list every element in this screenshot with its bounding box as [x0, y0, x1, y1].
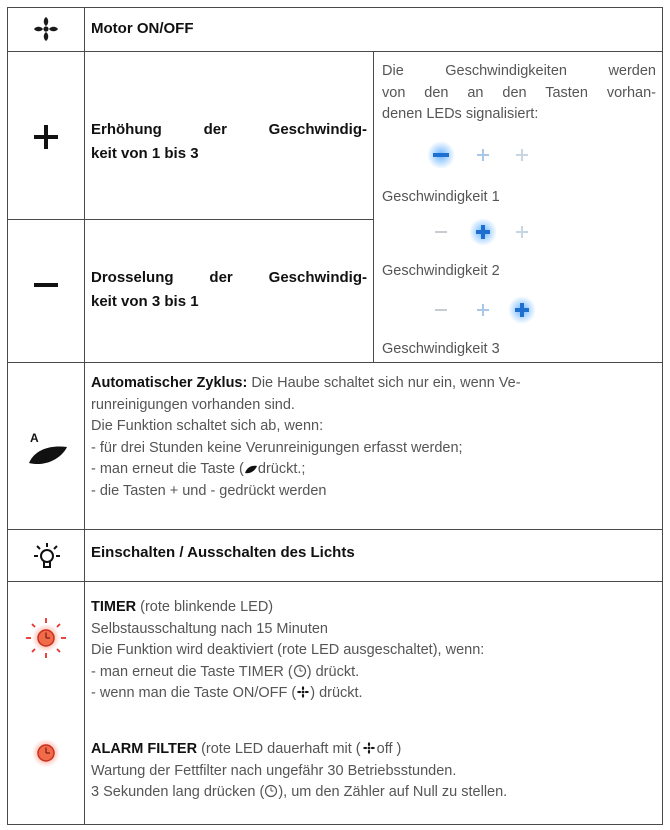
minus-icon — [33, 275, 59, 281]
light-label: Einschalten / Ausschalten des Lichts — [91, 544, 355, 561]
column-divider — [84, 7, 85, 825]
leaf-inline-icon — [244, 462, 258, 474]
fan-icon — [32, 15, 60, 43]
speed-intro: Die Geschwindigkeiten werden von den an den Tasten vorhan- denen LEDs signalisiert: — [382, 63, 656, 122]
speed-1-label: Geschwindigkeit 1 — [382, 189, 500, 205]
speed-2-label: Geschwindigkeit 2 — [382, 263, 500, 279]
alarm-text: ALARM FILTER (rote LED dauerhaft mit ( off ) Wartung der Fettfilter nach ungefähr 30 Betriebsstunden. 3 Sekunden lang drücken ( ), um den Zähler auf Null zu stellen. — [91, 741, 508, 800]
function-table — [7, 7, 663, 825]
speed-3-label: Geschwindigkeit 3 — [382, 341, 500, 357]
timer-text: TIMER (rote blinkende LED) Selbstausschaltung nach 15 Minuten Die Funktion wird deaktiviert (rote LED ausgeschaltet), wenn: - man erneut die Taste TIMER ( ) drückt. - wenn man die Taste ON/OFF ( ) drückt. — [91, 599, 485, 701]
timer-blinking-icon — [25, 617, 67, 659]
table-border-top — [7, 7, 663, 8]
table-border-right — [662, 7, 663, 825]
auto-text: Automatischer Zyklus: Die Haube schaltet sich nur ein, wenn Ve- runreinigungen vorhanden sind. Die Funktion schaltet sich ab, wenn: - für drei Stunden keine Verunreinigungen erfasst werden; - man erneut die Taste ( drückt.; - die Tasten + und - gedrückt werden — [91, 375, 521, 499]
row-divider — [7, 219, 373, 220]
fan-inline-icon — [361, 741, 377, 755]
increase-label: Erhöhung der Geschwindig- keit von 1 bis 3 — [91, 121, 367, 162]
column-divider — [373, 51, 374, 362]
row-divider — [7, 581, 663, 582]
decrease-label: Drosselung der Geschwindig- keit von 3 bis 1 — [91, 269, 367, 310]
motor-label: Motor ON/OFF — [91, 20, 194, 37]
row-divider — [7, 362, 663, 363]
light-bulb-icon — [31, 541, 63, 573]
led-row-speed-2 — [427, 218, 547, 242]
timer-inline-icon — [264, 784, 278, 798]
timer-inline-icon — [293, 664, 307, 678]
fan-inline-icon — [296, 685, 310, 699]
table-border-left — [7, 7, 8, 825]
table-border-bottom — [7, 824, 663, 825]
row-divider — [7, 51, 663, 52]
plus-icon — [33, 124, 59, 150]
svg-text:A: A — [30, 431, 39, 445]
row-divider — [7, 529, 663, 530]
led-row-speed-1 — [427, 141, 547, 165]
led-row-speed-3 — [427, 296, 547, 320]
leaf-auto-icon — [25, 429, 69, 469]
alarm-timer-icon — [31, 738, 61, 768]
